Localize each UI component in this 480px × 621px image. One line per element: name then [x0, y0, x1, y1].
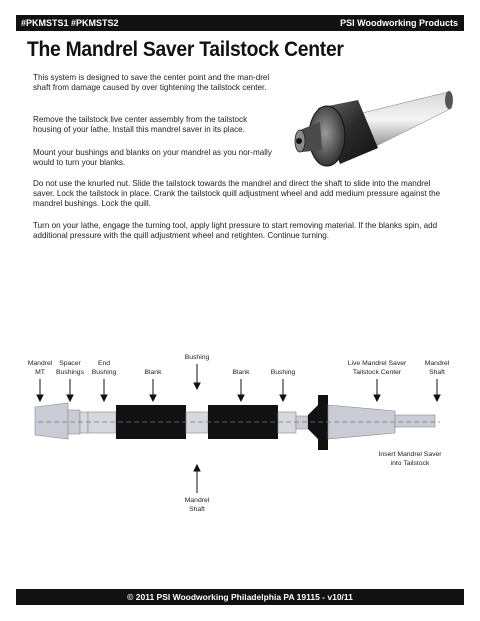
- label-blank-right: Blank: [232, 369, 250, 376]
- label-mandrel-mt-1: Mandrel: [27, 360, 53, 367]
- mandrel-mt-taper: [35, 403, 68, 439]
- spacer-bushing-2: [80, 412, 88, 433]
- live-center-body: [318, 395, 328, 450]
- label-bottom-mandrel-1: Mandrel: [184, 497, 210, 504]
- paragraph-knurled-nut: Do not use the knurled nut. Slide the tailstock towards the mandrel and direct the shaft to slide into the mandrel saver. Lock the tailstock in place. Crank the tailstock quill adjustment wheel and add medium pressure against the mandrel bushings. Lock the quill.: [33, 179, 441, 209]
- brand-name: PSI Woodworking Products: [340, 18, 458, 28]
- label-live-center-1: Live Mandrel Saver: [347, 360, 407, 367]
- label-end-bushing-2: Bushing: [91, 369, 117, 376]
- label-end-bushing-1: End: [97, 360, 111, 367]
- page-title: The Mandrel Saver Tailstock Center: [27, 38, 344, 61]
- label-bushing-top: Bushing: [184, 354, 210, 361]
- live-center-photo: [280, 78, 460, 188]
- label-bottom-mandrel-2: Shaft: [189, 506, 205, 513]
- label-spacer-2: Bushings: [56, 369, 84, 376]
- label-spacer-1: Spacer: [59, 360, 81, 367]
- center-bushing: [186, 412, 208, 433]
- paragraph-turn-on: Turn on your lathe, engage the turning tool, apply light pressure to start removing material. If the blanks spin, add additional pressure with the quill adjustment wheel and retighten. Continue turning.: [33, 221, 438, 241]
- label-insert-2: into Tailstock: [390, 460, 430, 467]
- bushing-right: [278, 412, 296, 433]
- mandrel-shaft-exposed: [296, 416, 308, 429]
- end-bushing: [88, 412, 116, 433]
- label-mandrel-mt-2: MT: [35, 369, 45, 376]
- label-insert-1: Insert Mandrel Saver: [378, 451, 442, 458]
- paragraph-mount: Mount your bushings and blanks on your mandrel as you nor-mally would to turn your blanks.: [33, 148, 272, 168]
- label-live-center-2: Tailstock Center: [352, 369, 402, 376]
- paragraph-remove: Remove the tailstock live center assembly from the tailstock housing of your lathe. Install this mandrel saver in its place.: [33, 115, 248, 135]
- label-mandrel-shaft-1: Mandrel: [424, 360, 450, 367]
- paragraph-intro: This system is designed to save the center point and the man-drel shaft from damage caused by over tightening the tailstock center.: [33, 73, 270, 93]
- product-codes: #PKMSTS1 #PKMSTS2: [21, 18, 119, 28]
- mandrel-assembly-diagram: [0, 345, 480, 525]
- header-bar: [16, 15, 464, 31]
- mandrel-assembly: [35, 395, 440, 450]
- label-blank-left: Blank: [144, 369, 162, 376]
- footer-bar: © 2011 PSI Woodworking Philadelphia PA 19115 - v10/11: [16, 589, 464, 605]
- label-mandrel-shaft-2: Shaft: [429, 369, 445, 376]
- label-bushing-right: Bushing: [270, 369, 296, 376]
- mandrel-shaft-end: [395, 415, 435, 427]
